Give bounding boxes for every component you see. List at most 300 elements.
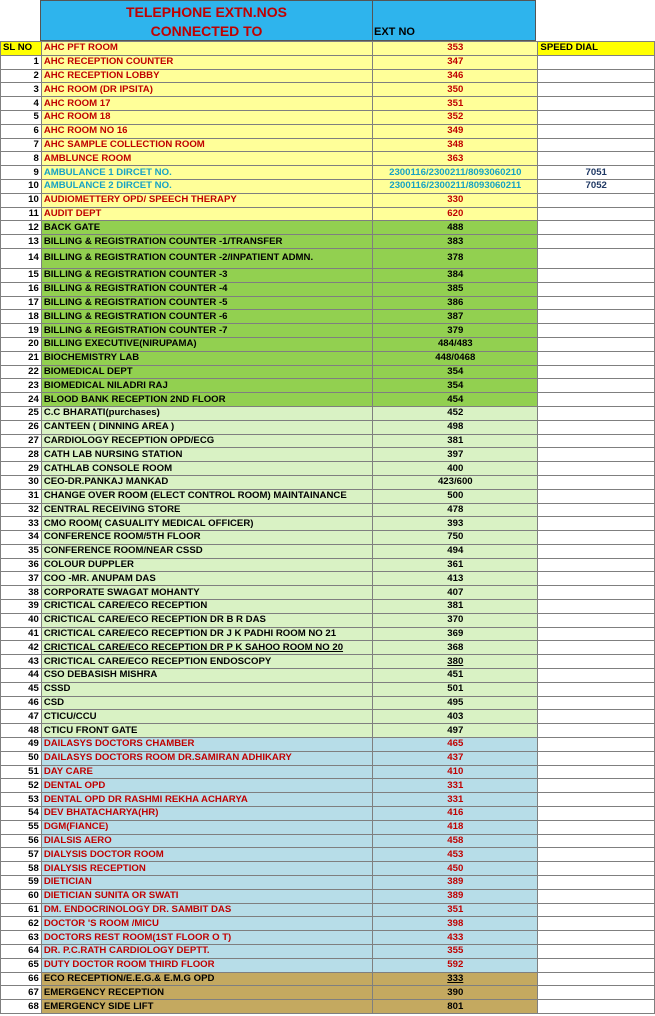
table-row (1, 110, 655, 124)
table-row-ext: 433 (373, 931, 538, 945)
table-row-speed-dial (538, 69, 655, 83)
table-row-ext: 354 (373, 365, 538, 379)
table-row-sl: 32 (1, 503, 42, 517)
table-row-speed-dial (538, 193, 655, 207)
table-row-sl: 58 (1, 862, 42, 876)
table-row-name: CONFERENCE ROOM/NEAR CSSD (41, 544, 372, 558)
table-row (1, 1000, 655, 1014)
ext-no-header: EXT NO (374, 26, 415, 38)
table-row-ext: 353 (373, 42, 538, 56)
table-row (1, 682, 655, 696)
table-row-name: AUDIT DEPT (41, 207, 372, 221)
table-row (1, 793, 655, 807)
table-row-ext: 498 (373, 420, 538, 434)
table-row-speed-dial (538, 235, 655, 249)
table-row-sl: 39 (1, 600, 42, 614)
table-row-sl: 17 (1, 296, 42, 310)
table-row-name: DOCTORS REST ROOM(1ST FLOOR O T) (41, 931, 372, 945)
connected-to-header: CONNECTED TO (150, 23, 263, 39)
table-row (1, 917, 655, 931)
sl-no-header: SL NO (1, 42, 42, 56)
table-row (1, 337, 655, 351)
table-row-name: AMBLUNCE ROOM (41, 152, 372, 166)
table-row-ext: 386 (373, 296, 538, 310)
table-row-name: BIOMEDICAL NILADRI RAJ (41, 379, 372, 393)
table-row-speed-dial (538, 972, 655, 986)
table-row (1, 586, 655, 600)
table-row (1, 152, 655, 166)
table-row-speed-dial (538, 848, 655, 862)
table-row-sl: 61 (1, 903, 42, 917)
table-row-ext: 385 (373, 282, 538, 296)
table-row-ext: 355 (373, 945, 538, 959)
table-row-name: AHC RECEPTION COUNTER (41, 55, 372, 69)
table-row-name: CSD (41, 696, 372, 710)
table-row-name: CRICTICAL CARE/ECO RECEPTION DR J K PADHI ROOM NO 21 (41, 627, 372, 641)
table-row-speed-dial (538, 248, 655, 268)
table-row-sl: 57 (1, 848, 42, 862)
table-row-ext: 379 (373, 324, 538, 338)
table-row-sl: 16 (1, 282, 42, 296)
table-row-ext: 453 (373, 848, 538, 862)
table-row-speed-dial (538, 986, 655, 1000)
table-row-speed-dial (538, 282, 655, 296)
table-row (1, 876, 655, 890)
table-row-sl: 3 (1, 83, 42, 97)
table-row-speed-dial (538, 475, 655, 489)
table-row-sl: 4 (1, 97, 42, 111)
table-row (1, 324, 655, 338)
table-row-name: CEO-DR.PANKAJ MANKAD (41, 475, 372, 489)
table-row-speed-dial (538, 779, 655, 793)
table-row (1, 351, 655, 365)
table-row-name: CSO DEBASISH MISHRA (41, 669, 372, 683)
table-row-sl: 22 (1, 365, 42, 379)
table-row-speed-dial (538, 862, 655, 876)
table-row-sl: 5 (1, 110, 42, 124)
table-row-ext: 416 (373, 807, 538, 821)
table-row (1, 235, 655, 249)
table-row-name: CRICTICAL CARE/ECO RECEPTION ENDOSCOPY (41, 655, 372, 669)
table-row (1, 889, 655, 903)
table-row (1, 931, 655, 945)
table-row-name: DEV BHATACHARYA(HR) (41, 807, 372, 821)
table-row (1, 462, 655, 476)
table-row-name: DENTAL OPD (41, 779, 372, 793)
table-row-ext: 384 (373, 268, 538, 282)
table-row-sl: 13 (1, 235, 42, 249)
table-row-ext: 361 (373, 558, 538, 572)
table-row-speed-dial (538, 296, 655, 310)
table-row-ext: 350 (373, 83, 538, 97)
table-row-name: DENTAL OPD DR RASHMI REKHA ACHARYA (41, 793, 372, 807)
table-row (1, 641, 655, 655)
table-row (1, 69, 655, 83)
table-row (1, 221, 655, 235)
table-row (1, 434, 655, 448)
table-row-name: BILLING & REGISTRATION COUNTER -2/INPATIENT ADMN. (41, 248, 372, 268)
table-row-speed-dial (538, 793, 655, 807)
table-row-sl: 34 (1, 531, 42, 545)
table-row (1, 248, 655, 268)
table-row-ext: 331 (373, 779, 538, 793)
table-row-speed-dial (538, 765, 655, 779)
table-row-ext: 354 (373, 379, 538, 393)
table-row-ext: 2300116/2300211/8093060211 (373, 179, 538, 193)
sheet-title: TELEPHONE EXTN.NOS (125, 4, 288, 20)
table-row (1, 710, 655, 724)
table-row-sl: 21 (1, 351, 42, 365)
table-row-speed-dial (538, 613, 655, 627)
table-row-sl: 10 (1, 193, 42, 207)
table-row-ext: 2300116/2300211/8093060210 (373, 166, 538, 180)
table-row-ext: 351 (373, 97, 538, 111)
title-separator (372, 1, 373, 40)
table-row (1, 820, 655, 834)
table-row-name: DM. ENDOCRINOLOGY DR. SAMBIT DAS (41, 903, 372, 917)
table-row-name: BIOMEDICAL DEPT (41, 365, 372, 379)
table-row (1, 751, 655, 765)
table-row-sl: 65 (1, 958, 42, 972)
table-row (1, 903, 655, 917)
table-row-speed-dial (538, 945, 655, 959)
table-row-ext: 501 (373, 682, 538, 696)
table-row-ext: 380 (373, 655, 538, 669)
table-row (1, 807, 655, 821)
table-row-ext: 333 (373, 972, 538, 986)
table-row-speed-dial (538, 600, 655, 614)
table-row-ext: 465 (373, 738, 538, 752)
table-row-speed-dial (538, 738, 655, 752)
table-row (1, 268, 655, 282)
table-row-ext: 390 (373, 986, 538, 1000)
table-row-ext: 330 (373, 193, 538, 207)
table-row-speed-dial (538, 751, 655, 765)
table-row-ext: 418 (373, 820, 538, 834)
table-row (1, 138, 655, 152)
table-row-speed-dial (538, 310, 655, 324)
table-row (1, 406, 655, 420)
table-row (1, 531, 655, 545)
table-row-ext: 378 (373, 248, 538, 268)
table-row-sl: 23 (1, 379, 42, 393)
table-row-ext: 397 (373, 448, 538, 462)
table-row-speed-dial (538, 917, 655, 931)
table-row-name: CONFERENCE ROOM/5TH FLOOR (41, 531, 372, 545)
table-row-ext: 351 (373, 903, 538, 917)
table-row-ext: 448/0468 (373, 351, 538, 365)
table-row-speed-dial (538, 379, 655, 393)
table-row-ext: 370 (373, 613, 538, 627)
table-row (1, 503, 655, 517)
table-row (1, 193, 655, 207)
table-row-ext: 349 (373, 124, 538, 138)
table-row (1, 365, 655, 379)
table-row (1, 282, 655, 296)
table-row-name: AMBULANCE 1 DIRCET NO. (41, 166, 372, 180)
table-row-name: DAILASYS DOCTORS ROOM DR.SAMIRAN ADHIKARY (41, 751, 372, 765)
table-row-ext: 383 (373, 235, 538, 249)
table-row (1, 972, 655, 986)
table-row-name: CHANGE OVER ROOM (ELECT CONTROL ROOM) MAINTAINANCE (41, 489, 372, 503)
table-row-sl: 47 (1, 710, 42, 724)
table-row (1, 724, 655, 738)
table-row-sl: 50 (1, 751, 42, 765)
table-row-name: CMO ROOM( CASUALITY MEDICAL OFFICER) (41, 517, 372, 531)
table-row-speed-dial (538, 462, 655, 476)
table-row-name: DUTY DOCTOR ROOM THIRD FLOOR (41, 958, 372, 972)
table-row-sl: 36 (1, 558, 42, 572)
table-row-speed-dial (538, 889, 655, 903)
table-row (1, 765, 655, 779)
table-row-ext: 484/483 (373, 337, 538, 351)
table-row-ext: 458 (373, 834, 538, 848)
table-row (1, 448, 655, 462)
table-row-speed-dial (538, 669, 655, 683)
table-row-sl: 11 (1, 207, 42, 221)
table-row-name: AHC PFT ROOM (41, 42, 372, 56)
table-row-speed-dial (538, 544, 655, 558)
table-row-ext: 410 (373, 765, 538, 779)
table-row-ext: 451 (373, 669, 538, 683)
table-row-sl: 1 (1, 55, 42, 69)
table-row-speed-dial (538, 655, 655, 669)
table-row-name: AHC SAMPLE COLLECTION ROOM (41, 138, 372, 152)
table-row-name: DAY CARE (41, 765, 372, 779)
table-row-sl: 10 (1, 179, 42, 193)
table-row-speed-dial (538, 531, 655, 545)
table-row-sl: 51 (1, 765, 42, 779)
table-row-speed-dial (538, 641, 655, 655)
table-row-speed-dial (538, 55, 655, 69)
table-row-sl: 41 (1, 627, 42, 641)
table-row (1, 124, 655, 138)
table-row-name: AHC ROOM 18 (41, 110, 372, 124)
table-row-name: BLOOD BANK RECEPTION 2ND FLOOR (41, 393, 372, 407)
table-row-name: AMBULANCE 2 DIRCET NO. (41, 179, 372, 193)
table-row-name: BIOCHEMISTRY LAB (41, 351, 372, 365)
table-row-speed-dial (538, 268, 655, 282)
table-row-name: BACK GATE (41, 221, 372, 235)
table-row-ext: 488 (373, 221, 538, 235)
table-row-speed-dial (538, 807, 655, 821)
table-row (1, 600, 655, 614)
table-row-speed-dial (538, 682, 655, 696)
table-row-name: DIALYSIS DOCTOR ROOM (41, 848, 372, 862)
table-row-sl: 25 (1, 406, 42, 420)
table-row-ext: 347 (373, 55, 538, 69)
speed-dial-header: SPEED DIAL (538, 42, 655, 56)
table-row-sl: 59 (1, 876, 42, 890)
table-row-sl: 29 (1, 462, 42, 476)
table-row-name: AHC RECEPTION LOBBY (41, 69, 372, 83)
table-row-sl: 15 (1, 268, 42, 282)
table-row-name: CENTRAL RECEIVING STORE (41, 503, 372, 517)
table-row-speed-dial (538, 434, 655, 448)
table-row (1, 207, 655, 221)
table-row-ext: 398 (373, 917, 538, 931)
table-row (1, 55, 655, 69)
table-row-ext: 331 (373, 793, 538, 807)
table-row-sl: 55 (1, 820, 42, 834)
table-row (1, 834, 655, 848)
table-row (1, 848, 655, 862)
table-row-ext: 348 (373, 138, 538, 152)
table-row-speed-dial (538, 876, 655, 890)
table-row-name: BILLING & REGISTRATION COUNTER -6 (41, 310, 372, 324)
table-row (1, 558, 655, 572)
table-row-name: DGM(FIANCE) (41, 820, 372, 834)
table-row-name: CATHLAB CONSOLE ROOM (41, 462, 372, 476)
table-row-speed-dial (538, 627, 655, 641)
table-row-name: DR. P.C.RATH CARDIOLOGY DEPTT. (41, 945, 372, 959)
table-row-name: DIALSIS AERO (41, 834, 372, 848)
table-row-sl: 28 (1, 448, 42, 462)
table-row-speed-dial (538, 124, 655, 138)
table-row-speed-dial (538, 365, 655, 379)
table-row-sl: 48 (1, 724, 42, 738)
table-row-sl: 37 (1, 572, 42, 586)
table-row-ext: 381 (373, 600, 538, 614)
table-row-name: DIALYSIS RECEPTION (41, 862, 372, 876)
table-row-speed-dial (538, 724, 655, 738)
table-row-speed-dial: 7052 (538, 179, 655, 193)
table-row-name: BILLING & REGISTRATION COUNTER -7 (41, 324, 372, 338)
table-row-ext: 389 (373, 876, 538, 890)
table-row-speed-dial (538, 586, 655, 600)
table-row-sl: 2 (1, 69, 42, 83)
table-row-name: AHC ROOM 17 (41, 97, 372, 111)
table-row-speed-dial (538, 489, 655, 503)
table-row (1, 310, 655, 324)
table-row-name: ECO RECEPTION/E.E.G.& E.M.G OPD (41, 972, 372, 986)
table-row (1, 986, 655, 1000)
table-row (1, 296, 655, 310)
table-row-name: CTICU/CCU (41, 710, 372, 724)
table-row-name: EMERGENCY SIDE LIFT (41, 1000, 372, 1014)
table-row-ext: 592 (373, 958, 538, 972)
table-row-ext: 352 (373, 110, 538, 124)
table-row-ext: 369 (373, 627, 538, 641)
table-row-sl: 46 (1, 696, 42, 710)
table-row-ext: 368 (373, 641, 538, 655)
table-row-ext: 363 (373, 152, 538, 166)
table-row-ext: 413 (373, 572, 538, 586)
table-row-speed-dial (538, 572, 655, 586)
table-row-ext: 403 (373, 710, 538, 724)
table-row-sl: 35 (1, 544, 42, 558)
table-row-sl: 33 (1, 517, 42, 531)
table-row-sl: 49 (1, 738, 42, 752)
table-row-sl: 63 (1, 931, 42, 945)
table-row-sl: 54 (1, 807, 42, 821)
table-row (1, 544, 655, 558)
table-row (1, 393, 655, 407)
table-row-sl: 12 (1, 221, 42, 235)
table-row-sl: 27 (1, 434, 42, 448)
table-row-name: CATH LAB NURSING STATION (41, 448, 372, 462)
table-row-sl: 68 (1, 1000, 42, 1014)
table-row-sl: 67 (1, 986, 42, 1000)
table-row-sl: 40 (1, 613, 42, 627)
table-row-name: CRICTICAL CARE/ECO RECEPTION DR B R DAS (41, 613, 372, 627)
table-row-speed-dial (538, 221, 655, 235)
table-row-ext: 450 (373, 862, 538, 876)
table-row-ext: 495 (373, 696, 538, 710)
table-row (1, 420, 655, 434)
table-row-name: CANTEEN ( DINNING AREA ) (41, 420, 372, 434)
table-row-sl: 66 (1, 972, 42, 986)
table-row (1, 179, 655, 193)
table-row (1, 655, 655, 669)
table-row-speed-dial (538, 517, 655, 531)
table-row-speed-dial (538, 152, 655, 166)
table-row-speed-dial (538, 406, 655, 420)
table-row (1, 696, 655, 710)
table-row-sl: 24 (1, 393, 42, 407)
table-row-name: BILLING & REGISTRATION COUNTER -3 (41, 268, 372, 282)
table-row-speed-dial (538, 710, 655, 724)
table-row-name: BILLING EXECUTIVE(NIRUPAMA) (41, 337, 372, 351)
table-row-sl: 62 (1, 917, 42, 931)
table-row (1, 83, 655, 97)
table-row (1, 862, 655, 876)
table-row-name: COLOUR DUPPLER (41, 558, 372, 572)
table-row-ext: 437 (373, 751, 538, 765)
table-row-sl: 43 (1, 655, 42, 669)
table-row-name: CORPORATE SWAGAT MOHANTY (41, 586, 372, 600)
table-row-ext: 389 (373, 889, 538, 903)
table-row-ext: 381 (373, 434, 538, 448)
table-row-name: AHC ROOM NO 16 (41, 124, 372, 138)
table-row-name: EMERGENCY RECEPTION (41, 986, 372, 1000)
table-row-name: CRICTICAL CARE/ECO RECEPTION DR P K SAHOO ROOM NO 20 (41, 641, 372, 655)
table-row-speed-dial (538, 503, 655, 517)
table-row-sl: 8 (1, 152, 42, 166)
table-row-sl: 26 (1, 420, 42, 434)
table-row-speed-dial (538, 97, 655, 111)
table-row-speed-dial (538, 903, 655, 917)
table-row-ext: 801 (373, 1000, 538, 1014)
table-row-name: COO -MR. ANUPAM DAS (41, 572, 372, 586)
table-row-ext: 387 (373, 310, 538, 324)
table-row-ext: 400 (373, 462, 538, 476)
table-row-sl: 60 (1, 889, 42, 903)
table-row-sl: 30 (1, 475, 42, 489)
table-row-speed-dial: 7051 (538, 166, 655, 180)
table-row-name: CRICTICAL CARE/ECO RECEPTION (41, 600, 372, 614)
table-row-speed-dial (538, 110, 655, 124)
table-row-ext: 346 (373, 69, 538, 83)
table-row (1, 738, 655, 752)
table-row (1, 379, 655, 393)
table-row (1, 572, 655, 586)
table-row-ext: 494 (373, 544, 538, 558)
table-row-name: DAILASYS DOCTORS CHAMBER (41, 738, 372, 752)
table-row-ext: 750 (373, 531, 538, 545)
table-row-name: AUDIOMETTERY OPD/ SPEECH THERAPY (41, 193, 372, 207)
table-row (1, 517, 655, 531)
table-row-ext: 620 (373, 207, 538, 221)
table-header-row (1, 42, 655, 56)
table-row-speed-dial (538, 83, 655, 97)
table-row-sl: 31 (1, 489, 42, 503)
table-row-sl: 7 (1, 138, 42, 152)
table-row-sl: 20 (1, 337, 42, 351)
table-row-sl: 19 (1, 324, 42, 338)
table-row-speed-dial (538, 1000, 655, 1014)
table-row-ext: 454 (373, 393, 538, 407)
